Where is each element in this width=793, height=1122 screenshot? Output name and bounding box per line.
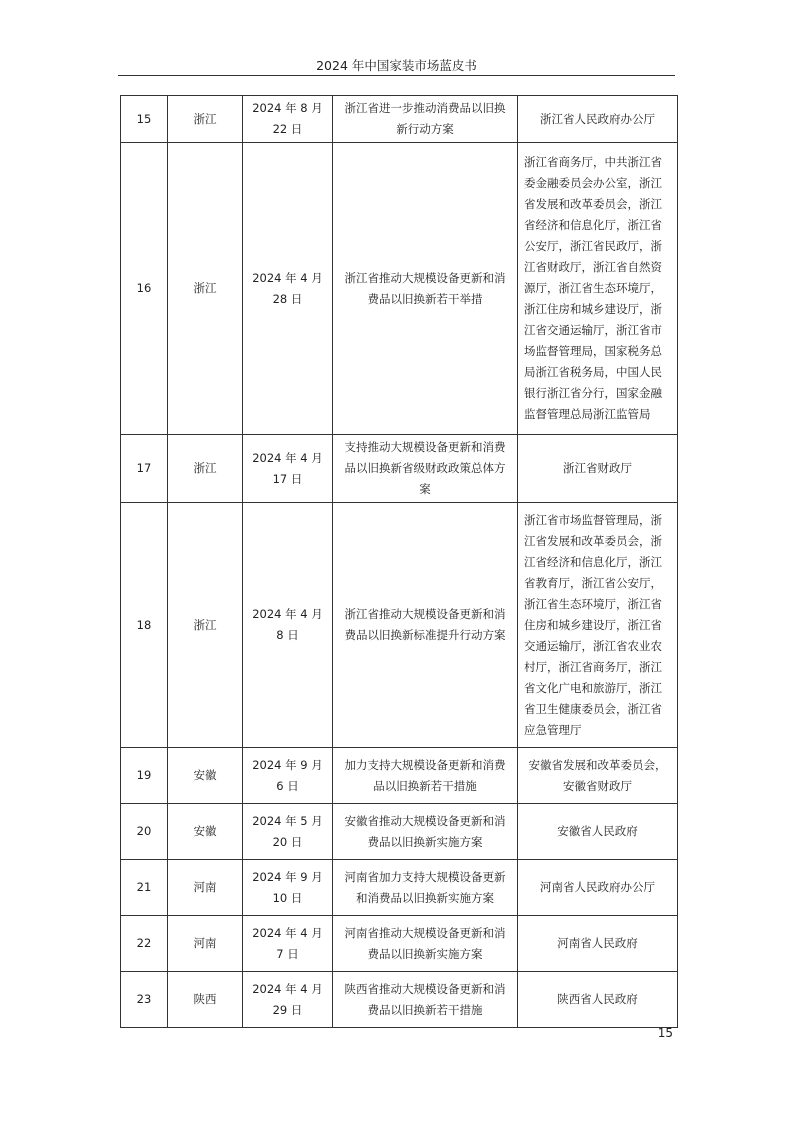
row-policy-title: 河南省加力支持大规模设备更新和消费品以旧换新实施方案: [333, 860, 518, 916]
row-date: 2024 年 4 月 8 日: [243, 503, 333, 748]
row-region: 浙江: [168, 96, 243, 143]
table-row: [121, 748, 678, 804]
row-issuer: 陕西省人民政府: [518, 972, 678, 1028]
row-number: 23: [121, 972, 168, 1028]
row-policy-title: 加力支持大规模设备更新和消费品以旧换新若干措施: [333, 748, 518, 804]
row-date: 2024 年 9 月 10 日: [243, 860, 333, 916]
table-row: [121, 435, 678, 503]
row-date: 2024 年 4 月 29 日: [243, 972, 333, 1028]
row-policy-title: 河南省推动大规模设备更新和消费品以旧换新实施方案: [333, 916, 518, 972]
row-region: 陕西: [168, 972, 243, 1028]
row-region: 河南: [168, 916, 243, 972]
row-date: 2024 年 8 月 22 日: [243, 96, 333, 143]
row-policy-title: 浙江省进一步推动消费品以旧换新行动方案: [333, 96, 518, 143]
header-divider: [118, 75, 675, 76]
row-number: 15: [121, 96, 168, 143]
row-issuer: 安徽省发展和改革委员会，安徽省财政厅: [518, 748, 678, 804]
row-region: 安徽: [168, 748, 243, 804]
table-row: [121, 143, 678, 435]
row-number: 17: [121, 435, 168, 503]
row-issuer: 浙江省商务厅，中共浙江省委金融委员会办公室，浙江省发展和改革委员会，浙江省经济和信息化厅，浙江省公安厅，浙江省民政厅，浙江省财政厅，浙江省自然资源厅，浙江省生态环境厅，浙江住房和城乡建设厅，浙江省交通运输厅，浙江省市场监督管理局，国家税务总局浙江省税务局，中国人民银行浙江省分行，国家金融监督管理总局浙江监管局: [518, 143, 678, 435]
row-issuer: 河南省人民政府办公厅: [518, 860, 678, 916]
row-number: 22: [121, 916, 168, 972]
row-number: 16: [121, 143, 168, 435]
row-issuer: 浙江省市场监督管理局，浙江省发展和改革委员会，浙江省经济和信息化厅，浙江省教育厅，浙江省公安厅，浙江省生态环境厅，浙江省住房和城乡建设厅，浙江省交通运输厅，浙江省农业农村厅，浙江省商务厅，浙江省文化广电和旅游厅，浙江省卫生健康委员会，浙江省应急管理厅: [518, 503, 678, 748]
row-date: 2024 年 4 月 7 日: [243, 916, 333, 972]
row-date: 2024 年 9 月 6 日: [243, 748, 333, 804]
row-policy-title: 支持推动大规模设备更新和消费品以旧换新省级财政政策总体方案: [333, 435, 518, 503]
policy-table: [120, 95, 678, 1028]
table-row: [121, 916, 678, 972]
table-row: [121, 96, 678, 143]
row-issuer: 浙江省人民政府办公厅: [518, 96, 678, 143]
row-date: 2024 年 5 月 20 日: [243, 804, 333, 860]
table-row: [121, 804, 678, 860]
row-region: 浙江: [168, 503, 243, 748]
row-number: 21: [121, 860, 168, 916]
row-region: 安徽: [168, 804, 243, 860]
table-row: [121, 860, 678, 916]
row-issuer: 河南省人民政府: [518, 916, 678, 972]
row-policy-title: 浙江省推动大规模设备更新和消费品以旧换新若干举措: [333, 143, 518, 435]
table-row: [121, 972, 678, 1028]
row-policy-title: 安徽省推动大规模设备更新和消费品以旧换新实施方案: [333, 804, 518, 860]
row-region: 浙江: [168, 435, 243, 503]
row-issuer: 安徽省人民政府: [518, 804, 678, 860]
row-number: 20: [121, 804, 168, 860]
row-date: 2024 年 4 月 17 日: [243, 435, 333, 503]
row-issuer: 浙江省财政厅: [518, 435, 678, 503]
row-number: 19: [121, 748, 168, 804]
row-policy-title: 浙江省推动大规模设备更新和消费品以旧换新标准提升行动方案: [333, 503, 518, 748]
table-row: [121, 503, 678, 748]
row-date: 2024 年 4 月 28 日: [243, 143, 333, 435]
page-header-title: 2024 年中国家装市场蓝皮书: [316, 58, 477, 73]
row-region: 河南: [168, 860, 243, 916]
row-policy-title: 陕西省推动大规模设备更新和消费品以旧换新若干措施: [333, 972, 518, 1028]
page-number: 15: [657, 1026, 673, 1040]
row-region: 浙江: [168, 143, 243, 435]
row-number: 18: [121, 503, 168, 748]
